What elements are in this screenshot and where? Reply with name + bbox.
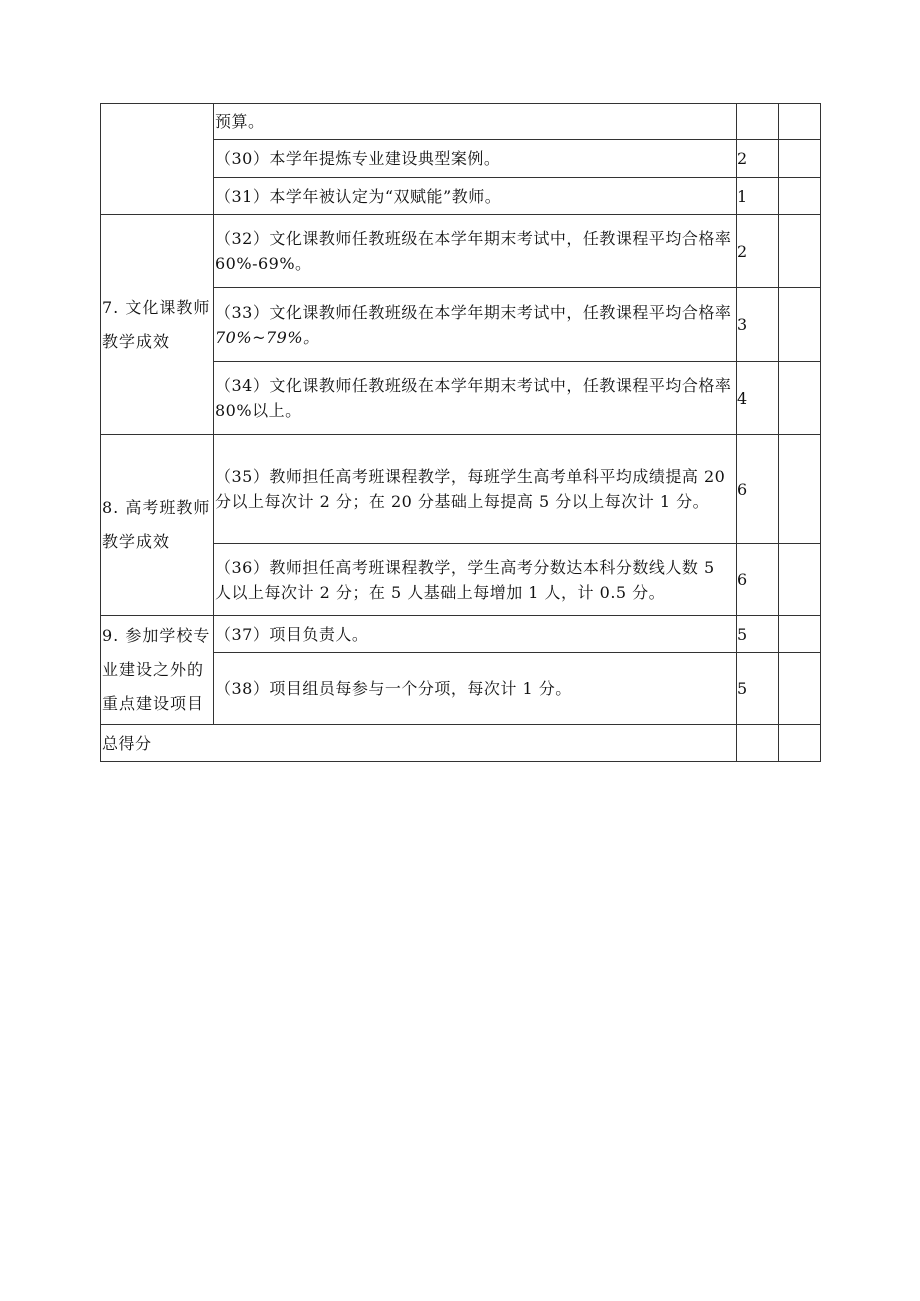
score-cell	[779, 653, 821, 725]
table-row	[101, 435, 821, 544]
item-text: （37）项目负责人。	[214, 616, 737, 653]
total-label: 总得分	[101, 725, 737, 762]
item-text: （31）本学年被认定为“双赋能”教师。	[214, 178, 737, 215]
item-text: （32）文化课教师任教班级在本学年期末考试中，任教课程平均合格率 60%-69%。	[214, 215, 737, 288]
category-label-9: 9. 参加学校专业建设之外的重点建设项目	[101, 616, 214, 725]
points-cell: 6	[737, 544, 779, 616]
item-text-prefix: （33）文化课教师任教班级在本学年期末考试中，任教课程平均合格率	[215, 302, 732, 322]
score-cell	[779, 178, 821, 215]
category-label-7: 7. 文化课教师教学成效	[101, 215, 214, 435]
score-cell	[779, 140, 821, 178]
points-cell: 2	[737, 215, 779, 288]
item-text: （30）本学年提炼专业建设典型案例。	[214, 140, 737, 178]
table-row	[101, 215, 821, 288]
points-cell: 5	[737, 616, 779, 653]
item-text: （36）教师担任高考班课程教学，学生高考分数达本科分数线人数 5 人以上每次计 2 分；在 5 人基础上每增加 1 人，计 0.5 分。	[214, 544, 737, 616]
points-cell: 3	[737, 288, 779, 362]
score-cell	[779, 288, 821, 362]
item-text-range: 70%~79%。	[215, 327, 320, 347]
table-row	[101, 104, 821, 140]
category-label-8: 8. 高考班教师教学成效	[101, 435, 214, 616]
item-text: （34）文化课教师任教班级在本学年期末考试中，任教课程平均合格率 80%以上。	[214, 362, 737, 435]
table-row	[101, 616, 821, 653]
item-text: （38）项目组员每参与一个分项，每次计 1 分。	[214, 653, 737, 725]
total-points-cell	[737, 725, 779, 762]
score-cell	[779, 104, 821, 140]
total-score-cell	[779, 725, 821, 762]
evaluation-score-table	[100, 103, 821, 762]
score-cell	[779, 616, 821, 653]
points-cell: 1	[737, 178, 779, 215]
item-text: （35）教师担任高考班课程教学，每班学生高考单科平均成绩提高 20 分以上每次计 2 分；在 20 分基础上每提高 5 分以上每次计 1 分。	[214, 435, 737, 544]
category-cell-continued	[101, 104, 214, 215]
points-cell: 4	[737, 362, 779, 435]
points-cell: 5	[737, 653, 779, 725]
total-row	[101, 725, 821, 762]
points-cell: 2	[737, 140, 779, 178]
score-cell	[779, 215, 821, 288]
points-cell	[737, 104, 779, 140]
score-cell	[779, 362, 821, 435]
points-cell: 6	[737, 435, 779, 544]
score-cell	[779, 435, 821, 544]
item-text	[214, 288, 737, 362]
item-text: 预算。	[214, 104, 737, 140]
score-cell	[779, 544, 821, 616]
